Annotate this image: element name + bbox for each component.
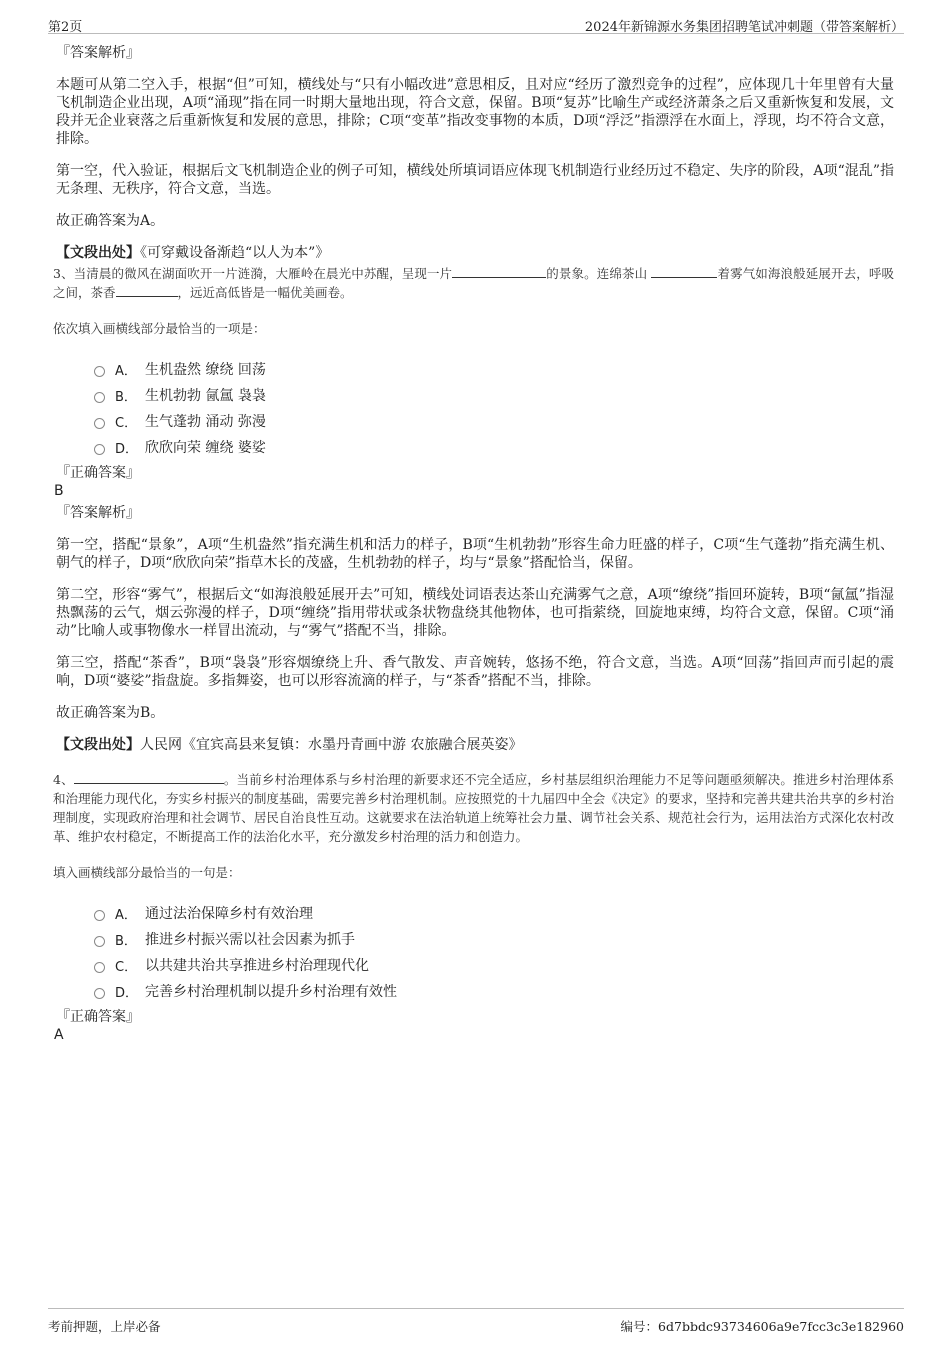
- q3-text: [53, 264, 894, 302]
- document-body: [53, 44, 894, 1044]
- q3-analysis-p3: 第三空，搭配“茶香”，B项“袅袅”形容烟缭绕上升、香气散发、声音婉转，悠扬不绝，符合文意，当选。A项“回荡”指回声而引起的震响，D项“婆娑”指盘旋。多指舞姿，也可以形容流滴的样子，与“茶香”搭配不当，排除。: [56, 655, 894, 689]
- q4-option-c[interactable]: [94, 952, 894, 978]
- footer-serial: 编号：6d7bbdc93734606a9e7fcc3c3e182960: [620, 1319, 904, 1334]
- q3-prompt: 依次填入画横线部分最恰当的一项是：: [53, 321, 266, 336]
- q4-option-a[interactable]: [94, 900, 894, 926]
- q4-answer-label: 『正确答案』: [56, 1009, 140, 1025]
- q3-conclusion: 故正确答案为B。: [56, 705, 165, 721]
- q3-option-a[interactable]: [94, 356, 894, 382]
- option-key: C．: [115, 959, 138, 975]
- q3-analysis-p1: 第一空，搭配“景象”，A项“生机盎然”指充满生机和活力的样子，B项“生机勃勃”形容生命力旺盛的样子，C项“生气蓬勃”指充满生机、朝气的样子，D项“欣欣向荣”指草木长的茂盛，生机勃勃的样子，均与“景象”搭配恰当，保留。: [56, 537, 894, 571]
- q3-source-label: 【文段出处】: [56, 737, 140, 753]
- q4-option-b[interactable]: [94, 926, 894, 952]
- q3-answer: B: [54, 483, 64, 499]
- page-header: [48, 14, 904, 34]
- option-key: C．: [115, 415, 138, 431]
- radio-icon[interactable]: [94, 988, 105, 999]
- q4-blank: [74, 772, 224, 784]
- radio-icon[interactable]: [94, 910, 105, 921]
- footer-note: 考前押题，上岸必备: [48, 1319, 161, 1334]
- option-key: A．: [115, 907, 137, 923]
- q4-text-body: 。当前乡村治理体系与乡村治理的新要求还不完全适应，乡村基层组织治理能力不足等问题亟须解决。推进乡村治理体系和治理能力现代化，夯实乡村振兴的制度基础，需要完善乡村治理机制。应按照党的十九届四中全会《决定》的要求，坚持和完善共建共治共享的乡村治理制度，实现政府治理和社会调节、居民自治良性互动。这就要求在法治轨道上统筹社会力量、调节社会关系、规范社会行为，运用法治方式深化农村改革、维护农村稳定，不断提高工作的法治化水平，充分激发乡村治理的活力和创造力。: [53, 772, 894, 844]
- q2-conclusion: 故正确答案为A。: [56, 213, 165, 229]
- q4-text: [53, 770, 894, 846]
- option-text: 生机勃勃 氤氲 袅袅: [145, 388, 266, 404]
- option-text: 生气蓬勃 涌动 弥漫: [145, 414, 266, 430]
- q3-source: [56, 736, 894, 754]
- radio-icon[interactable]: [94, 962, 105, 973]
- q2-source-label: 【文段出处】: [56, 245, 140, 261]
- q3-text-part-b: 的景象。连绵茶山: [546, 266, 648, 281]
- option-text: 完善乡村治理机制以提升乡村治理有效性: [145, 984, 397, 1000]
- q3-source-text: 人民网《宜宾高县来复镇：水墨丹青画中游 农旅融合展英姿》: [140, 737, 523, 753]
- page-footer: [48, 1308, 904, 1338]
- q2-analysis-p1: 本题可从第二空入手，根据“但”可知，横线处与“只有小幅改进”意思相反，且对应“经历了激烈竞争的过程”，应体现几十年里曾有大量飞机制造企业出现，A项“涌现”指在同一时期大量地出现，符合文意，保留。B项“复苏”比喻生产或经济萧条之后又重新恢复和发展，文段并无企业衰落之后重新恢复和发展的意思，排除；C项“变革”指改变事物的本质，D项“浮泛”指漂浮在水面上，浮现，均不符合文意，排除。: [56, 77, 894, 147]
- q3-analysis-label: 『答案解析』: [56, 505, 140, 521]
- radio-icon[interactable]: [94, 418, 105, 429]
- q3-text-part-a: 3、当清晨的微风在湖面吹开一片涟漪，大雁岭在晨光中苏醒，呈现一片: [53, 266, 453, 281]
- radio-icon[interactable]: [94, 444, 105, 455]
- option-text: 生机盎然 缭绕 回荡: [145, 362, 266, 378]
- radio-icon[interactable]: [94, 366, 105, 377]
- document-title: 2024年新锦源水务集团招聘笔试冲刺题（带答案解析）: [584, 20, 904, 35]
- q3-blank-3: [116, 285, 178, 297]
- q4-prompt: 填入画横线部分最恰当的一句是：: [53, 865, 241, 880]
- option-text: 推进乡村振兴需以社会因素为抓手: [145, 932, 355, 948]
- q4-answer: A: [54, 1027, 64, 1043]
- radio-icon[interactable]: [94, 392, 105, 403]
- q3-text-part-c: 着雾气如海浪般延展开去，呼吸之间，茶香: [53, 266, 894, 300]
- option-key: B．: [115, 933, 137, 949]
- q4-number: 4、: [53, 772, 74, 787]
- option-key: A．: [115, 363, 137, 379]
- q2-analysis-label: 『答案解析』: [56, 45, 140, 61]
- q2-analysis-p2: 第一空，代入验证，根据后文飞机制造企业的例子可知，横线处所填词语应体现飞机制造行业经历过不稳定、失序的阶段，A项“混乱”指无条理、无秩序，符合文意，当选。: [56, 163, 894, 197]
- q3-text-part-d: ，远近高低皆是一幅优美画卷。: [177, 285, 353, 300]
- q2-source-text: 《可穿戴设备渐趋“以人为本”》: [140, 245, 330, 261]
- q4-option-d[interactable]: [94, 978, 894, 1004]
- option-key: D．: [115, 985, 139, 1001]
- option-text: 以共建共治共享推进乡村治理现代化: [145, 958, 369, 974]
- q3-option-d[interactable]: [94, 434, 894, 460]
- radio-icon[interactable]: [94, 936, 105, 947]
- q2-source: [56, 244, 894, 262]
- q3-blank-2: [651, 266, 717, 278]
- q3-analysis-p2: 第二空，形容“雾气”，根据后文“如海浪般延展开去”可知，横线处词语表达茶山充满雾气之意，A项“缭绕”指回环旋转，B项“氤氲”指湿热飘荡的云气，烟云弥漫的样子，D项“缠绕”指用带状或条状物盘绕其他物体，也可指萦绕，回旋地束缚，均符合文意，保留。C项“涌动”比喻人或事物像水一样冒出流动，与“雾气”搭配不当，排除。: [56, 587, 894, 639]
- q3-option-b[interactable]: [94, 382, 894, 408]
- q4-options: [94, 900, 894, 1004]
- option-text: 通过法治保障乡村有效治理: [145, 906, 313, 922]
- q3-option-c[interactable]: [94, 408, 894, 434]
- page-number: 第2页: [48, 20, 83, 35]
- q3-blank-1: [452, 266, 546, 278]
- option-key: B．: [115, 389, 137, 405]
- option-key: D．: [115, 441, 139, 457]
- option-text: 欣欣向荣 缠绕 婆娑: [145, 440, 266, 456]
- q3-options: [94, 356, 894, 460]
- q3-answer-label: 『正确答案』: [56, 465, 140, 481]
